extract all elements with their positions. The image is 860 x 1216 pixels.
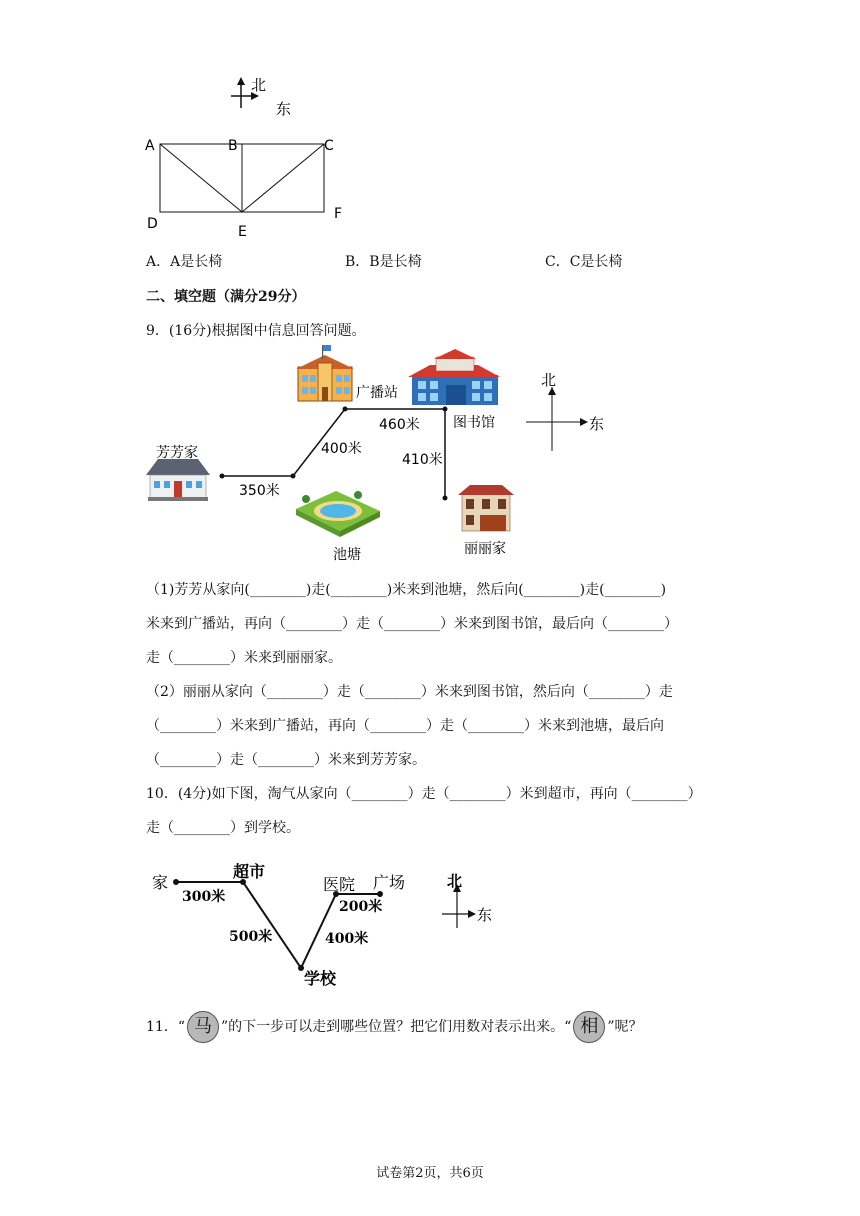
q8-option-c: C．C是长椅 bbox=[545, 254, 623, 270]
q11-question bbox=[146, 1011, 642, 1043]
square-label: 广场 bbox=[373, 873, 406, 892]
q9-part1-line2: 米来到广播站，再向（________）走（________）米来到图书馆，最后向（________） bbox=[146, 616, 678, 632]
school-label: 学校 bbox=[304, 969, 337, 988]
distance-410: 410米 bbox=[402, 452, 443, 468]
compass-east-label: 东 bbox=[589, 415, 605, 433]
q11-suffix: ”呢？ bbox=[607, 1019, 643, 1035]
q11-prefix: 11．“ bbox=[146, 1019, 185, 1035]
hospital-label: 医院 bbox=[323, 875, 356, 894]
compass-north-label: 北 bbox=[447, 872, 463, 890]
q9-part2-line3: （________）走（________）米来到芳芳家。 bbox=[146, 752, 426, 768]
section-title: 二、填空题（满分29分） bbox=[146, 289, 306, 305]
point-label-c: C bbox=[324, 138, 334, 154]
supermarket-label: 超市 bbox=[233, 862, 266, 881]
distance-460: 460米 bbox=[379, 417, 420, 433]
chess-piece-elephant-label: 相 bbox=[580, 1016, 599, 1037]
distance-400: 400米 bbox=[325, 931, 369, 947]
q10-map bbox=[140, 860, 500, 990]
pond-icon bbox=[296, 491, 380, 537]
q11-middle: ”的下一步可以走到哪些位置？把它们用数对表示出来。“ bbox=[220, 1019, 572, 1035]
q10-line2: 走（________）到学校。 bbox=[146, 820, 300, 836]
q8-figure bbox=[130, 68, 360, 240]
page-footer: 试卷第2页，共6页 bbox=[376, 1166, 484, 1181]
fangfang-home-label: 芳芳家 bbox=[156, 445, 198, 461]
point-label-d: D bbox=[147, 216, 158, 232]
compass-east-label: 东 bbox=[276, 100, 292, 118]
distance-200: 200米 bbox=[339, 899, 383, 915]
park-diagram bbox=[160, 144, 324, 212]
broadcast-station-icon bbox=[296, 345, 354, 401]
q9-part1-line3: 走（________）米来到丽丽家。 bbox=[146, 650, 342, 666]
home-label: 家 bbox=[152, 873, 169, 892]
library-icon bbox=[408, 349, 500, 405]
distance-500: 500米 bbox=[229, 929, 273, 945]
point-label-e: E bbox=[238, 224, 247, 240]
q9-part2-line2: （________）米来到广播站，再向（________）走（________）米来到池塘，最后向 bbox=[146, 718, 664, 734]
chess-piece-elephant bbox=[573, 1011, 605, 1043]
chess-piece-horse-label: 马 bbox=[193, 1016, 212, 1037]
compass-icon bbox=[526, 387, 588, 451]
distance-350: 350米 bbox=[239, 483, 280, 499]
broadcast-label: 广播站 bbox=[356, 385, 398, 401]
q9-part2-line1: （2）丽丽从家向（________）走（________）米来到图书馆，然后向（________）走 bbox=[146, 684, 673, 700]
lili-home-label: 丽丽家 bbox=[464, 541, 506, 557]
distance-400: 400米 bbox=[321, 441, 362, 457]
q8-option-a: A．A是长椅 bbox=[146, 254, 223, 270]
compass-north-label: 北 bbox=[541, 371, 557, 389]
q9-part1-line1: （1)芳芳从家向(________)走(________)米来到池塘，然后向(________)走(________) bbox=[146, 582, 667, 598]
fangfang-home-icon bbox=[146, 459, 210, 501]
distance-300: 300米 bbox=[182, 889, 226, 905]
q9-prompt: 9．(16分)根据图中信息回答问题。 bbox=[146, 323, 366, 339]
lili-home-icon bbox=[458, 485, 514, 531]
chess-piece-horse bbox=[187, 1011, 219, 1043]
library-label: 图书馆 bbox=[453, 415, 495, 431]
compass-icon bbox=[442, 884, 476, 928]
q10-line1: 10．(4分)如下图，淘气从家向（________）走（________）米到超市，再向（________） bbox=[146, 786, 702, 802]
compass-east-label: 东 bbox=[477, 906, 493, 924]
q9-map bbox=[140, 345, 620, 565]
pond-label: 池塘 bbox=[333, 547, 361, 563]
point-label-b: B bbox=[228, 138, 238, 154]
point-label-f: F bbox=[334, 206, 343, 222]
q8-option-b: B．B是长椅 bbox=[345, 254, 422, 270]
compass-north-label: 北 bbox=[251, 76, 267, 94]
point-label-a: A bbox=[145, 138, 155, 154]
